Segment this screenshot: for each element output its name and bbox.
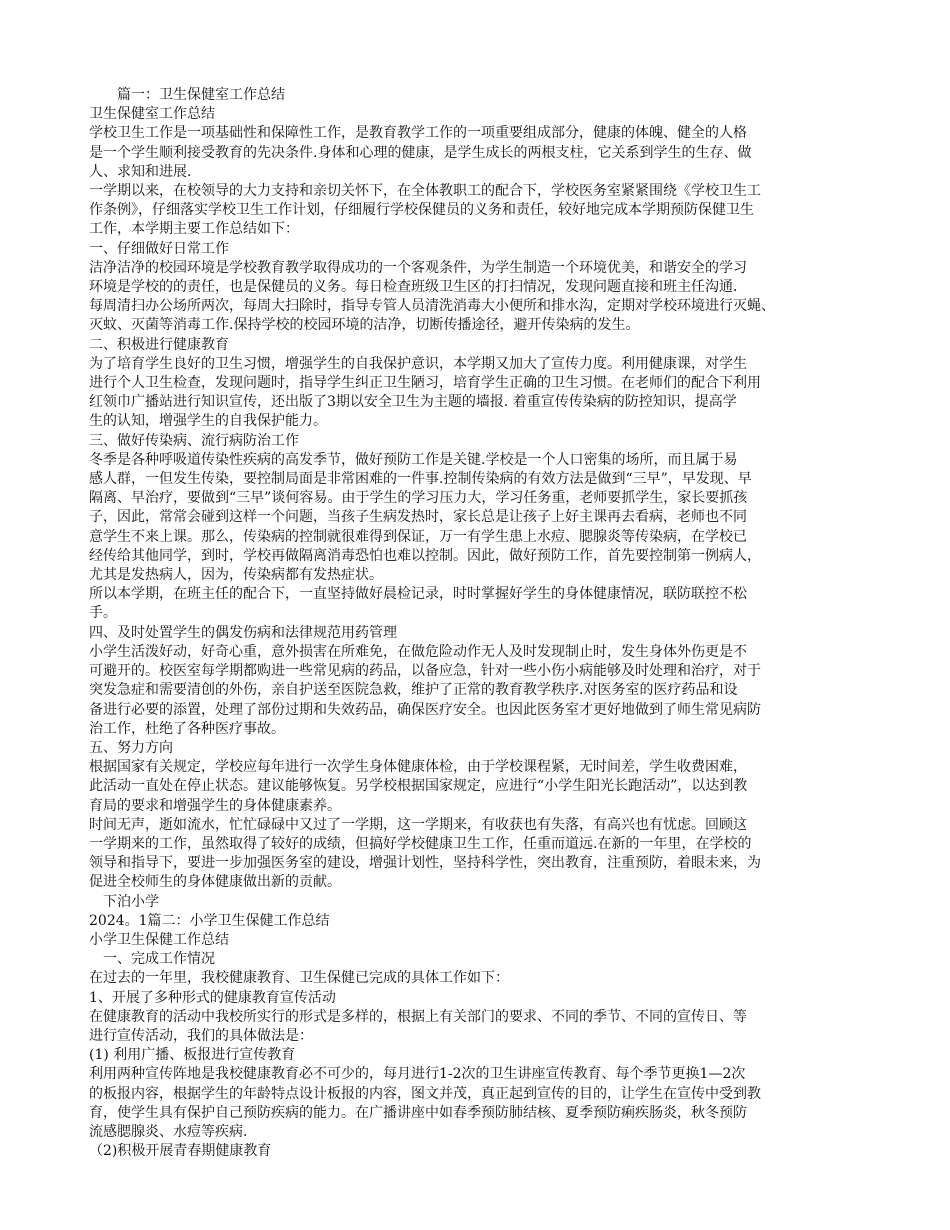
text-line: 感人群，一但发生传染，要控制局面是非常困难的一件事.控制传染病的有效方法是做到“三早”，早发现、早 <box>89 471 752 488</box>
text-line: 育，使学生具有保护自己预防疾病的能力。在广播讲座中如春季预防肺结核、夏季预防痢疾肠炎，秋冬预防 <box>89 1104 747 1121</box>
text-line: 作条例》，仔细落实学校卫生工作计划，仔细履行学校保健员的义务和责任，较好地完成本学期预防保健卫生 <box>89 202 754 219</box>
text-line: 卫生保健室工作总结 <box>89 106 215 123</box>
text-line: 尤其是发热病人，因为，传染病都有发热症状。 <box>89 567 383 584</box>
text-line: 隔离、早治疗，要做到“三早”谈何容易。由于学生的学习压力大，学习任务重，老师要抓学生，家长要抓孩 <box>89 490 748 507</box>
text-line: 进行宣传活动，我们的具体做法是： <box>89 1027 313 1044</box>
text-line: 在健康教育的活动中我校所实行的形式是多样的，根据上有关部门的要求、不同的季节、不同的宣传日、等 <box>89 1008 747 1025</box>
text-line: 二、积极进行健康教育 <box>89 336 229 353</box>
text-line: 环境是学校的的责任，也是保健员的义务。每日检查班级卫生区的打扫情况，发现问题直接和班主任沟通. <box>89 279 738 296</box>
text-line: 根据国家有关规定，学校应每年进行一次学生身体健康体检，由于学校课程紧，无时间差，学生收费困难， <box>89 759 747 776</box>
text-line: 是一个学生顺利接受教育的先决条件.身体和心理的健康，是学生成长的两根支柱，它关系到学生的生存、做 <box>89 144 752 161</box>
text-line: 五、努力方向 <box>89 739 173 756</box>
text-line: 流感腮腺炎、水痘等疾病. <box>89 1123 248 1140</box>
text-line: 人、求知和进展. <box>89 163 192 180</box>
text-line: 小学生活泼好动，好奇心重，意外损害在所难免，在做危险动作无人及时发现制止时，发生身体外伤更是不 <box>89 643 747 660</box>
text-line: 篇一：卫生保健室工作总结 <box>89 87 285 103</box>
text-line: 手。 <box>89 605 117 622</box>
text-line: 治工作，杜绝了各种医疗事故。 <box>89 720 285 737</box>
text-line: 可避开的。校医室每学期都购进一些常见病的药品，以备应急，针对一些小伤小病能够及时处理和治疗，对于 <box>89 663 761 680</box>
text-line: 育局的要求和增强学生的身体健康素养。 <box>89 797 341 814</box>
text-line: 一、完成工作情况 <box>89 951 215 968</box>
text-line: 一学期以来，在校领导的大力支持和亲切关怀下，在全体教职工的配合下，学校医务室紧紧围绕《学校卫生工 <box>89 183 761 200</box>
text-line: 备进行必要的添置，处理了部份过期和失效药品，确保医疗安全。也因此医务室才更好地做到了师生常见病防 <box>89 701 761 718</box>
text-line: 促进全校师生的身体健康做出新的贡献。 <box>89 874 341 891</box>
text-line: 在过去的一年里，我校健康教育、卫生保健已完成的具体工作如下： <box>89 970 509 987</box>
text-line: 工作，本学期主要工作总结如下： <box>89 221 299 238</box>
text-line: 所以本学期，在班主任的配合下，一直坚持做好晨检记录，时时掌握好学生的身体健康情况，联防联控不松 <box>89 586 747 603</box>
text-line: (1) 利用广播、板报进行宣传教育 <box>89 1047 296 1064</box>
text-line: 每周清扫办公场所两次，每周大扫除时，指导专管人员清洗消毒大小便所和排水沟，定期对学校环境进行灭蝇、 <box>89 298 775 315</box>
text-line: 三、做好传染病、流行病防治工作 <box>89 432 299 449</box>
text-line: 突发急症和需要清创的外伤，亲自护送至医院急救，维护了正常的教育教学秩序.对医务室的医疗药品和设 <box>89 682 738 699</box>
text-line: 1、开展了多种形式的健康教育宣传活动 <box>89 989 336 1006</box>
text-line: 四、及时处置学生的偶发伤病和法律规范用药管理 <box>89 624 397 641</box>
text-line: 领导和指导下，要进一步加强医务室的建设，增强计划性，坚持科学性，突出教育，注重预防，着眼未来，为 <box>89 855 761 872</box>
text-line: 2024。1篇二：小学卫生保健工作总结 <box>89 912 330 929</box>
text-line: 经传给其他同学，到时，学校再做隔离消毒恐怕也难以控制。因此，做好预防工作，首先要控制第一例病人， <box>89 547 761 564</box>
text-line: 洁净洁净的校园环境是学校教育教学取得成功的一个客观条件，为学生制造一个环境优美，和谐安全的学习 <box>89 259 747 276</box>
text-line: 学校卫生工作是一项基础性和保障性工作，是教育教学工作的一项重要组成部分，健康的体魄、健全的人格 <box>89 125 747 142</box>
text-line: 一、仔细做好日常工作 <box>89 240 229 257</box>
text-line: 此活动一直处在停止状态。建议能够恢复。另学校根据国家规定，应进行“小学生阳光长跑活动”，以达到教 <box>89 778 748 795</box>
text-line: 冬季是各种呼吸道传染性疾病的高发季节，做好预防工作是关键.学校是一个人口密集的场所，而且属于易 <box>89 451 738 468</box>
text-line: 时间无声，逝如流水，忙忙碌碌中又过了一学期，这一学期来，有收获也有失落，有高兴也有忧虑。回顾这 <box>89 816 747 833</box>
text-line: 子，因此，常常会碰到这样一个问题，当孩子生病发热时，家长总是让孩子上好主课再去看病，老师也不同 <box>89 509 747 526</box>
text-line: 下泊小学 <box>89 893 159 910</box>
text-line: 红领巾广播站进行知识宣传，还出版了3期以安全卫生为主题的墙报. 着重宣传传染病的防控知识，提高学 <box>89 394 737 411</box>
text-line: 灭蚊、灭菌等消毒工作.保持学校的校园环境的洁净，切断传播途径，避开传染病的发生。 <box>89 317 640 334</box>
document-body <box>89 86 870 1161</box>
text-line: 的板报内容，根据学生的年龄特点设计板报的内容，图文并茂，真正起到宣传的目的，让学生在宣传中受到教 <box>89 1085 761 1102</box>
text-line: 为了培育学生良好的卫生习惯，增强学生的自我保护意识，本学期又加大了宣传力度。利用健康课，对学生 <box>89 355 747 372</box>
text-line: 利用两种宣传阵地是我校健康教育必不可少的，每月进行1-2次的卫生讲座宣传教育、每个季节更换1—2次 <box>89 1066 746 1083</box>
text-line: 一学期来的工作，虽然取得了较好的成绩，但搞好学校健康卫生工作，任重而道远.在新的一年里，在学校的 <box>89 835 752 852</box>
text-line: （2)积极开展青春期健康教育 <box>89 1143 272 1160</box>
text-line: 生的认知，增强学生的自我保护能力。 <box>89 413 327 430</box>
text-line: 进行个人卫生检查，发现问题时，指导学生纠正卫生陋习，培育学生正确的卫生习惯。在老师们的配合下利用 <box>89 375 761 392</box>
text-line: 意学生不来上课。那么，传染病的控制就很难得到保证，万一有学生患上水痘、腮腺炎等传染病，在学校已 <box>89 528 747 545</box>
text-line: 小学卫生保健工作总结 <box>89 931 229 948</box>
